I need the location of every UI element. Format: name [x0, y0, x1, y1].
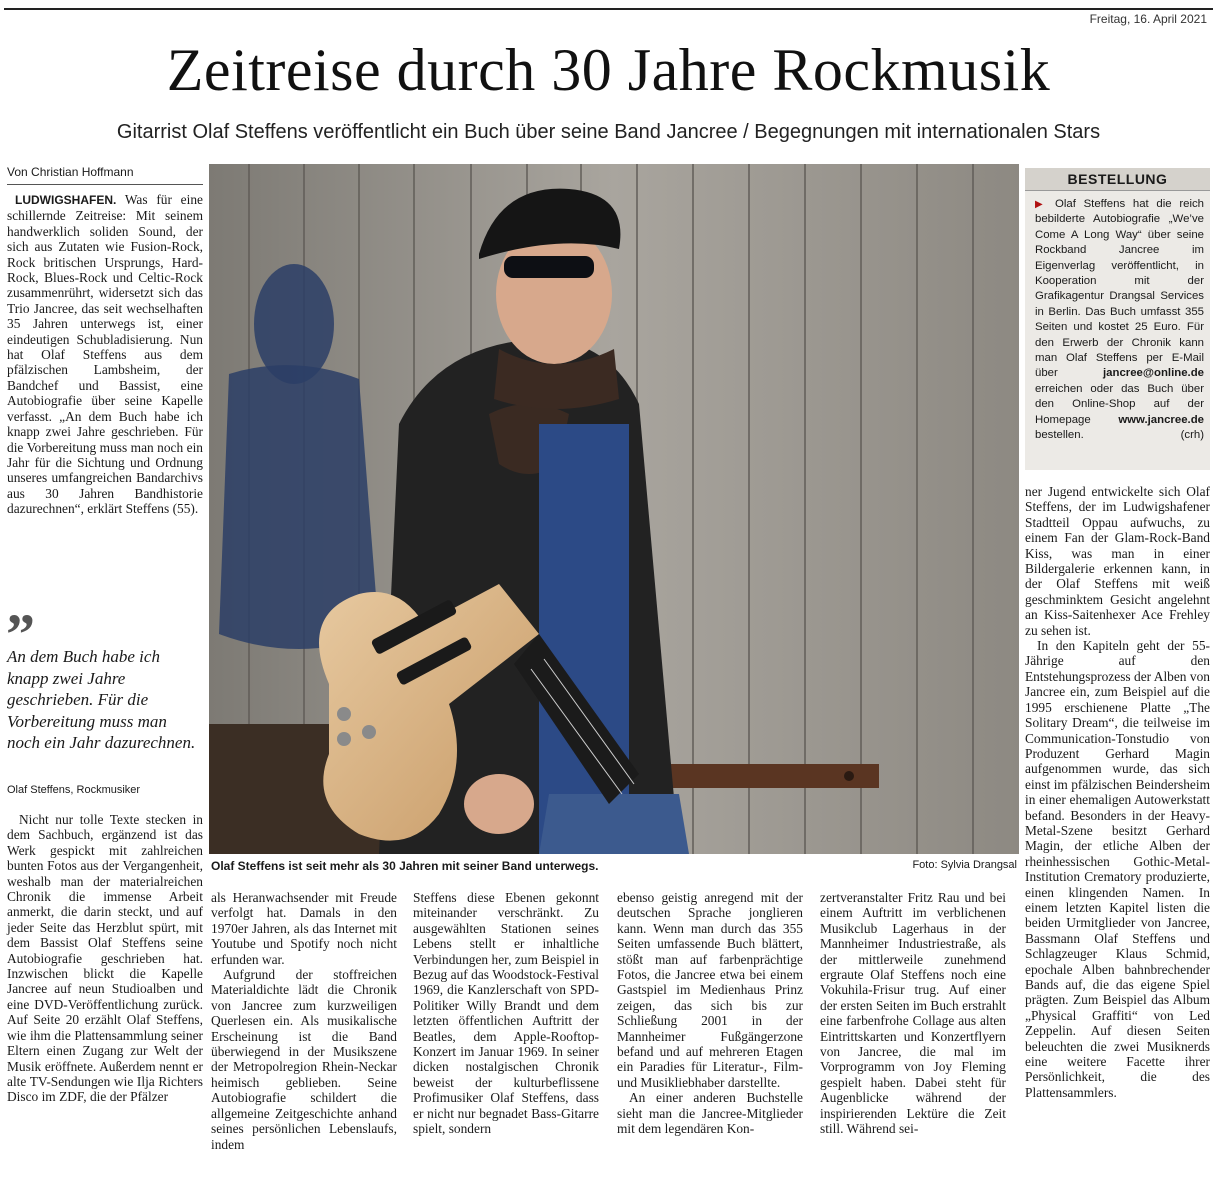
article-paragraph: Aufgrund der stoffreichen Materialdichte lädt die Chronik von Jancree zum kurzweiligen Querlesen ein. Als musikalische Erscheinung ist die Band überwiegend in der Musikszene der Metropolregion Rhein-Neckar heimisch geblieben. Seine Autobiografie schildert die allgemeine Zeitgeschichte anhand seines persönlichen Lebenslaufs, indem	[211, 967, 397, 1152]
article-headline: Zeitreise durch 30 Jahre Rockmusik	[166, 37, 1051, 103]
triangle-bullet-icon: ▶	[1035, 199, 1048, 210]
photo-caption	[211, 859, 1017, 873]
article-paragraph: zertveranstalter Fritz Rau und bei einem Auftritt im verblichenen Musikclub Lagerhaus in der Mannheimer Industriestraße, als der mittlerweile zunehmend ergraute Olaf Steffens noch eine Vokuhila-Frisur trug. Auf einer der ersten Seiten im Buch erstrahlt eine farbenfrohe Collage aus alten Eintrittskarten und Konzertflyern von Jancree, die mal im Vorprogramm von Joy Fleming gespielt haben. Dabei steht für Augenblicke während der inspirierenden Lektüre die Zeit still. Während sei-	[820, 890, 1006, 1137]
article-column-3	[413, 890, 599, 1137]
byline: Von Christian Hoffmann	[7, 165, 134, 179]
infobox-text-part: erreichen oder das Buch über den Online-Shop auf der Homepage	[1035, 382, 1204, 426]
article-column-2	[211, 890, 397, 1152]
article-column-4	[617, 890, 803, 1137]
byline-rule	[7, 184, 203, 185]
article-column-1-bottom	[7, 812, 203, 1105]
caption-text: Olaf Steffens ist seit mehr als 30 Jahren mit seiner Band unterwegs.	[211, 859, 599, 873]
dateline-city: LUDWIGSHAFEN.	[15, 193, 117, 207]
article-column-6	[1025, 484, 1210, 1100]
top-rule	[4, 8, 1213, 10]
infobox-text-part: Olaf Steffens hat die reich bebilderte Autobiografie „We’ve Come A Long Way“ über seine Rockband Jancree im Eigenverlag veröffentlicht, in Kooperation mit der Grafikagentur Drangsal Services in Berlin. Das Buch umfasst 355 Seiten und kostet 25 Euro. Für den Erwerb der Chronik kann man Olaf Steffens per E-Mail über	[1035, 198, 1205, 380]
article-paragraph: ner Jugend entwickelte sich Olaf Steffens, der im Ludwigshafener Stadtteil Oppau aufwuchs, zu einem Fan der Glam-Rock-Band Kiss, was man in einer Bildergalerie erkennen kann, in der Olaf Steffens mit weiß geschminktem Gesicht angelehnt an Kiss-Saitenhexer Ace Frehley zu sehen ist.	[1025, 484, 1210, 638]
article-paragraph: Was für eine schillernde Zeitreise: Mit seinem handwerklich soliden Sound, der sich aus Zutaten wie Fusion-Rock, Rock britischen Ursprungs, Hard-Rock, Blues-Rock und Celtic-Rock zusammenrührt, widersetzt sich das Trio Jancree, das seit wechselhaften 35 Jahren unterwegs ist, einer eindeutigen Schubladisierung. Nun hat Olaf Steffens aus dem pfälzischen Lambsheim, der Bandchef und Bassist, eine Autobiografie über seine Kapelle verfasst. „An dem Buch habe ich knapp zwei Jahre geschrieben. Für die Vorbereitung muss man noch ein Jahr für die Sichtung und Ordnung unseres umfangreichen Bandarchivs aus 30 Jahren Bandhistorie dazurechnen“, erklärt Steffens (55).	[7, 192, 203, 517]
infobox-title: BESTELLUNG	[1025, 168, 1210, 191]
infobox-website-link[interactable]: www.jancree.de	[1118, 413, 1204, 426]
pull-quote: An dem Buch habe ich knapp zwei Jahre geschrieben. Für die Vorbereitung muss man noch ein Jahr dazurechnen.	[7, 647, 196, 752]
infobox-text	[1025, 191, 1210, 444]
article-paragraph: Nicht nur tolle Texte stecken in dem Sachbuch, ergänzend ist das Werk gespickt mit zahlreichen bunten Fotos aus der Vergangenheit, weshalb man der materialreichen Chronik die immense Arbeit anmerkt, die darin steckt, und auf jeder Seite das Herzblut spürt, mit dem Bassist Olaf Steffens seine Autobiografie geschrieben hat. Inzwischen blickt die Kapelle Jancree auf neun Studioalben und eine DVD-Veröffentlichung zurück. Auf Seite 20 erzählt Olaf Steffens, wie ihm die Plattensammlung seiner Eltern einen Zugang zur Welt der Musik eröffnete. Außerdem nennt er alte TV-Sendungen wie Ilja Richters Disco im ZDF, die der Pfälzer	[7, 812, 203, 1105]
article-column-1-top	[7, 192, 203, 517]
photo-credit: Foto: Sylvia Drangsal	[912, 859, 1017, 871]
author-signature: (crh)	[1180, 429, 1204, 442]
infobox-text-part: bestellen.	[1035, 429, 1084, 442]
article-paragraph: ebenso geistig anregend mit der deutschen Sprache jonglieren kann. Wenn man durch das 355 Seiten umfassende Buch blättert, stößt man auf farbenprächtige Fotos, die Jancree etwa bei einem Gastspiel im Medienhaus Prinz zeigen, das sich bis zur Schließung 2001 in der Mannheimer Fußgängerzone befand und auf mehreren Etagen ein Paradies für Literatur-, Film- und Musikliebhaber darstellte.	[617, 890, 803, 1090]
article-paragraph: als Heranwachsender mit Freude verfolgt hat. Damals in den 1970er Jahren, als das Internet mit Youtube und Spotify noch nicht erfunden war.	[211, 890, 397, 967]
quote-mark-icon: ”	[6, 602, 35, 667]
infobox-email-link[interactable]: jancree@online.de	[1103, 367, 1204, 380]
issue-date: Freitag, 16. April 2021	[1089, 12, 1207, 26]
photo-musician-with-bass	[209, 164, 1019, 854]
article-photo	[209, 164, 1019, 854]
article-column-5	[820, 890, 1006, 1137]
pull-quote-source: Olaf Steffens, Rockmusiker	[7, 784, 141, 796]
article-subheadline: Gitarrist Olaf Steffens veröffentlicht ein Buch über seine Band Jancree / Begegnungen mit internationalen Stars	[116, 121, 1101, 143]
article-paragraph: Steffens diese Ebenen gekonnt miteinander verschränkt. Zu ausgewählten Stationen seines Lebens stellt er inhaltliche Verbindungen her, zum Beispiel in Bezug auf das Woodstock-Festival 1969, die Kanzlerschaft von SPD-Politiker Willy Brandt und dem letzten öffentlichen Auftritt der Beatles, dem Apple-Rooftop-Konzert im Januar 1969. In seiner dicken nostalgischen Chronik beweist der kulturbeflissene Profimusiker Olaf Steffens, dass er nicht nur begnadet Bass-Gitarre spielt, sondern	[413, 890, 599, 1137]
order-infobox	[1025, 168, 1210, 470]
article-paragraph: An einer anderen Buchstelle sieht man die Jancree-Mitglieder mit dem legendären Kon-	[617, 1090, 803, 1137]
article-paragraph: In den Kapiteln geht der 55-Jährige auf den Entstehungsprozess der Alben von Jancree ein, zum Beispiel auf die 1995 erschienene Platte „The Solitary Dream“, die teilweise im Communication-Tonstudio von Produzent Gerhard Magin aufgenommen wurde, das sich einst im pfälzischen Beindersheim in einer ehemaligen Autowerkstatt befand. Besonders in der Heavy-Metal-Szene besitzt Gerhard Magin, der etliche Alben der rheinhessischen Gothic-Metal-Institution Crematory produzierte, einen klingenden Namen. In einem letzten Kapitel listen die beiden Urmitglieder von Jancree, Bassmann Olaf Steffens und Schlagzeuger Klaus Schmid, epochale Alben bahnbrechender Bands auf, die das eigene Spiel prägten. Zum Beispiel das Album „Physical Graffiti“ von Led Zeppelin. Auf diesen Seiten beleuchten die zwei Musiknerds eine weitere Facette ihrer Persönlichkeit, die des Plattensammlers.	[1025, 638, 1210, 1100]
